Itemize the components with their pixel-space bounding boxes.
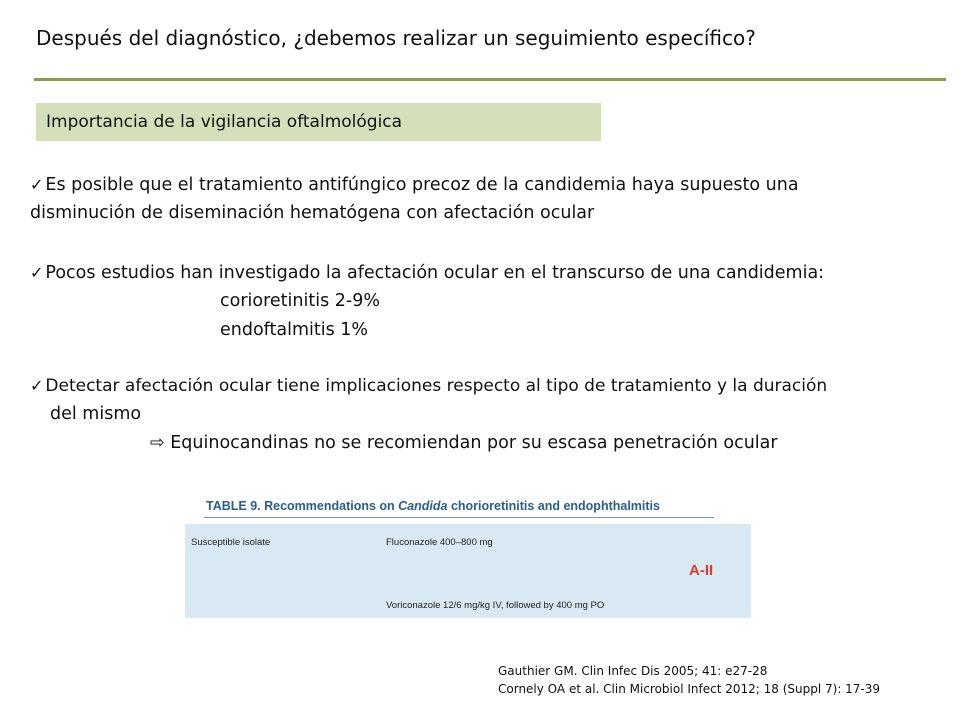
statistic-endophthalmitis: endoftalmitis 1% (220, 320, 369, 340)
reference-1: Gauthier GM. Clin Infec Dis 2005; 41: e27-28 (498, 664, 768, 678)
table-cell-isolate: Susceptible isolate (191, 537, 271, 548)
checkmark-icon: ✓ (30, 263, 44, 282)
bullet-3-subpoint-text: Equinocandinas no se recomiendan por su escasa penetración ocular (170, 433, 778, 453)
bullet-2-text: Pocos estudios han investigado la afectación ocular en el transcurso de una candidemia: (45, 263, 825, 283)
table-cell-voriconazole: Voriconazole 12/6 mg/kg IV, followed by 400 mg PO (386, 600, 605, 611)
evidence-rating: A-II (689, 562, 714, 579)
bullet-3-continuation: del mismo (50, 404, 142, 424)
bullet-3 (30, 376, 827, 396)
table-cell-fluconazole: Fluconazole 400–800 mg (386, 537, 493, 548)
reference-2: Cornely OA et al. Clin Microbiol Infect 2012; 18 (Suppl 7): 17-39 (498, 682, 881, 696)
checkmark-icon: ✓ (30, 376, 44, 395)
checkmark-icon: ✓ (30, 175, 44, 194)
bullet-1-text: Es posible que el tratamiento antifúngico precoz de la candidemia haya supuesto una (45, 175, 799, 195)
title-divider (34, 78, 946, 81)
bullet-3-text: Detectar afectación ocular tiene implicaciones respecto al tipo de tratamiento y la duración (45, 376, 828, 396)
slide-title: Después del diagnóstico, ¿debemos realizar un seguimiento específico? (36, 26, 756, 50)
recommendations-table (185, 524, 751, 618)
bullet-1-continuation: disminución de diseminación hematógena con afectación ocular (30, 203, 595, 223)
bullet-3-subpoint (150, 433, 778, 453)
table-divider (204, 517, 714, 518)
statistic-chorioretinitis: corioretinitis 2-9% (220, 291, 380, 311)
table-title-italic: Candida (398, 499, 448, 513)
arrow-right-icon: ⇨ (150, 433, 165, 453)
section-label: Importancia de la vigilancia oftalmológica (46, 112, 403, 132)
table-title: TABLE 9. Recommendations on Candida chorioretinitis and endophthalmitis (206, 499, 660, 513)
bullet-1 (30, 175, 799, 195)
bullet-2 (30, 263, 824, 283)
section-header (36, 103, 601, 141)
